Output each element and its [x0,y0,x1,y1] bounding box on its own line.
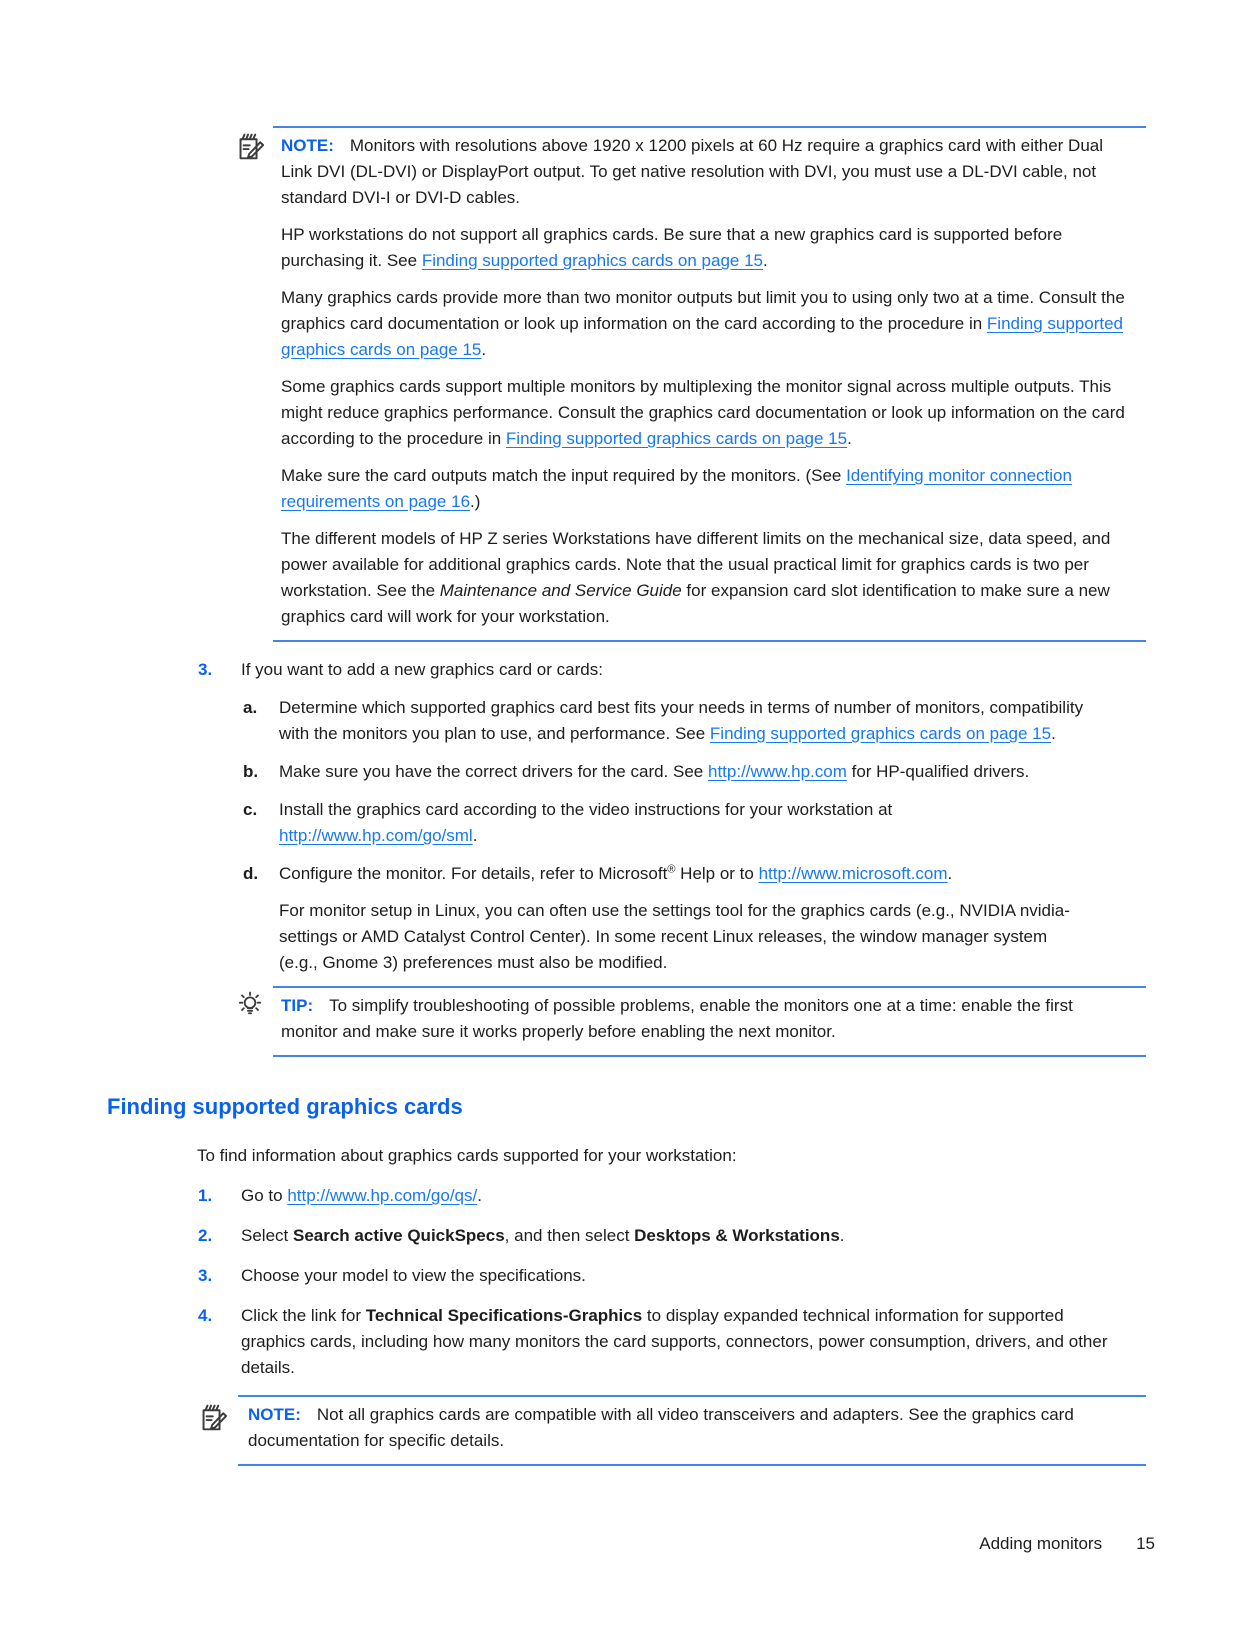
inline-link[interactable]: Finding supported graphics cards on page 15 [505,429,848,448]
inline-link[interactable]: Finding supported graphics cards on page 15 [281,314,1124,359]
substep-letter: d. [243,864,259,883]
substep-text [279,759,1088,785]
text-segment: Technical Specifications-Graphics [365,1306,643,1325]
substep-letter: c. [243,800,258,819]
note-paragraph [281,526,1132,630]
inline-link[interactable]: http://www.hp.com [707,762,847,781]
step-item-4 [198,1303,1146,1381]
text-segment: Select [241,1226,293,1245]
step-text [241,1263,1118,1289]
text-segment: . [481,340,487,359]
text-segment: . [472,826,478,845]
note-paragraph [281,222,1132,274]
substep-text [279,797,1088,849]
substep-b [243,759,1118,785]
text-segment: , and then select [504,1226,635,1245]
inline-link[interactable]: Finding supported graphics cards on page 15 [421,251,763,270]
inline-link[interactable]: Finding supported graphics cards on page 15 [709,724,1052,743]
footer-chapter: Adding monitors [979,1534,1103,1553]
text-segment: . [762,251,768,270]
note-label: NOTE: [281,136,334,155]
tip-box [273,986,1146,1057]
text-segment: Go to [241,1186,288,1205]
text-segment: Make sure the card outputs match the input required by the monitors. (See [281,466,847,485]
step-number: 3. [198,660,213,679]
text-segment: for expansion card slot identification to make sure a new graphics card will work for your workstation. [281,581,1110,626]
text-segment: to display expanded technical information for supported graphics cards, including how many monitors the card supports, connectors, power consumption, drivers, and other details. [241,1306,1108,1377]
text-segment: Choose your model to view the specifications. [241,1266,586,1285]
note-paragraph [281,133,1132,211]
text-segment: Help or to [675,864,759,883]
step-number: 3. [198,1266,213,1285]
tip-label: TIP: [281,996,314,1015]
step-number: 2. [198,1226,213,1245]
substep-a [243,695,1118,747]
text-segment: Search active QuickSpecs [292,1226,505,1245]
text-segment: Monitors with resolutions above 1920 x 1200 pixels at 60 Hz require a graphics card with either Dual Link DVI (DL-DVI) or DisplayPort output. To get native resolution with DVI, you must use a DL-DVI cable, not standard DVI-I or DVI-D cables. [281,136,1104,207]
text-segment: . [477,1186,482,1205]
substep-letter: b. [243,762,259,781]
text-segment: Make sure you have the correct drivers for the card. See [279,762,708,781]
note-paragraph [248,1402,1132,1454]
inline-link[interactable]: Identifying monitor connection requirements on page 16 [281,466,1072,511]
step-text [241,657,1118,683]
note-label: NOTE: [248,1405,301,1424]
numbered-steps-2 [198,1183,1146,1381]
numbered-steps [198,657,1146,976]
text-segment: To simplify troubleshooting of possible problems, enable the monitors one at a time: enable the first monitor and make sure it works properly before enabling the next monitor. [281,996,1073,1041]
step-number: 1. [198,1186,213,1205]
substep-text [279,861,1088,887]
text-segment: . [1051,724,1056,743]
lettered-substeps [243,695,1118,976]
substep-text [279,695,1088,747]
note-paragraph [281,374,1132,452]
text-segment: Maintenance and Service Guide [439,581,682,600]
text-segment: for HP-qualified drivers. [846,762,1030,781]
step-item-3 [198,657,1146,976]
text-segment: Desktops & Workstations [634,1226,840,1245]
text-segment: Determine which supported graphics card best fits your needs in terms of number of monitors, compatibility with the monitors you plan to use, and performance. See [279,698,1084,743]
step-item-3b [198,1263,1146,1289]
substep-d [243,861,1118,976]
lightbulb-icon [235,990,267,1022]
text-segment: The different models of HP Z series Workstations have different limits on the mechanical size, data speed, and power available for additional graphics cards. Note that the usual practical limit for graphics cards is two per workstation. See the [281,529,1111,600]
step-text [241,1223,1118,1249]
page-footer [979,1531,1155,1557]
substep-c [243,797,1118,849]
text-segment: Many graphics cards provide more than two monitor outputs but limit you to using only two at a time. Consult the graphics card documentation or look up information on the card according to the procedure in [281,288,1125,333]
text-segment: .) [470,492,481,511]
footer-page-number: 15 [1136,1534,1155,1553]
text-segment: . [839,1226,845,1245]
substep-text [279,898,1088,976]
section-heading: Finding supported graphics cards [107,1094,463,1119]
text-segment: Install the graphics card according to the video instructions for your workstation at [279,800,893,819]
step-text [241,1303,1118,1381]
note-box-2 [238,1395,1146,1466]
text-segment: Configure the monitor. For details, refer to Microsoft [279,864,668,883]
note-icon [235,130,267,162]
text-segment: For monitor setup in Linux, you can often use the settings tool for the graphics cards (e.g., NVIDIA nvidia-settings or AMD Catalyst Control Center). In some recent Linux releases, the window manager system (e.g., Gnome 3) preferences must also be modified. [279,901,1070,972]
step-text [241,1183,1118,1209]
section-intro: To find information about graphics cards supported for your workstation: [197,1146,737,1165]
inline-link[interactable]: http://www.hp.com/go/sml [279,826,473,845]
step-number: 4. [198,1306,213,1325]
text-segment: ® [667,863,676,876]
note-icon [198,1401,230,1433]
step-item-1 [198,1183,1146,1209]
text-segment: Some graphics cards support multiple monitors by multiplexing the monitor signal across multiple outputs. This might reduce graphics performance. Consult the graphics card documentation or look up information on the card according to the procedure in [281,377,1125,448]
note-paragraph [281,285,1132,363]
note-box-1 [273,126,1146,642]
tip-paragraph [281,993,1132,1045]
inline-link[interactable]: http://www.hp.com/go/qs/ [287,1186,478,1205]
text-segment: . [847,429,852,448]
text-segment: Not all graphics cards are compatible with all video transceivers and adapters. See the graphics card documentation for specific details. [248,1405,1074,1450]
text-segment: . [947,864,953,883]
inline-link[interactable]: http://www.microsoft.com [758,864,948,883]
text-segment: If you want to add a new graphics card or cards: [241,660,603,679]
text-segment: Click the link for [241,1306,366,1325]
substep-letter: a. [243,698,258,717]
note-paragraph [281,463,1132,515]
text-segment: HP workstations do not support all graphics cards. Be sure that a new graphics card is supported before purchasing it. See [281,225,1063,270]
step-item-2 [198,1223,1146,1249]
